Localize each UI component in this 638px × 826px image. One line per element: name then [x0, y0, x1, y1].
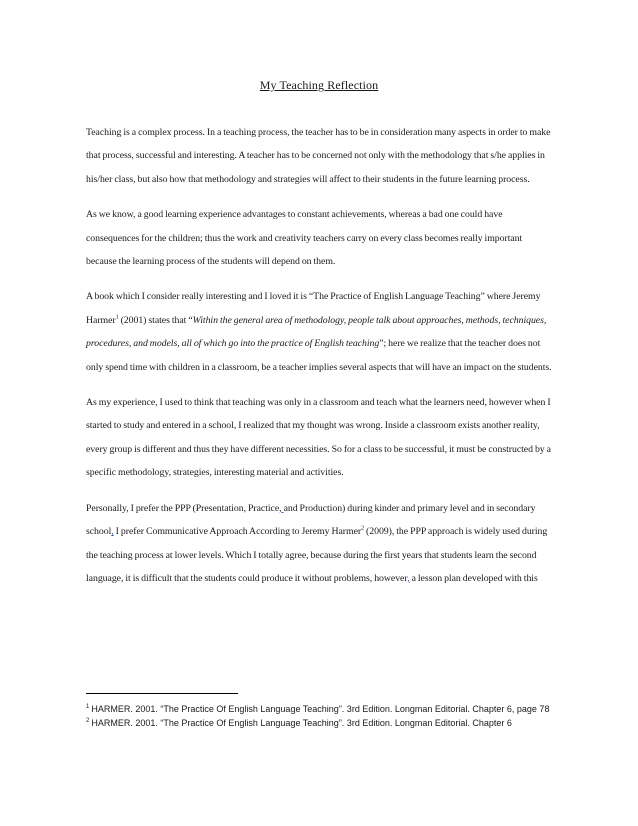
harmer-quote: Within the general area of methodology, people talk about approaches, methods, techniques, procedures, and models, all of which go into the practice of English teaching: [86, 314, 547, 350]
paragraph-3-text-a: A book which I consider really interesting and I loved it is “The Practice of English Language Teaching” where Jeremy Harmer: [86, 291, 541, 326]
footnote-text-2: HARMER. 2001. “The Practice Of English Language Teaching”. 3rd Edition. Longman Editorial. Chapter 6: [91, 718, 512, 728]
footnote-separator: [86, 693, 238, 694]
footnote-reference-2[interactable]: 2: [361, 525, 365, 532]
footnote-number-1: 1: [86, 704, 90, 710]
paragraph-5-text-a: Personally, I prefer the PPP (Presentation, Practice,: [86, 502, 282, 514]
paragraph-3: [86, 285, 552, 379]
footnote-reference-1[interactable]: 1: [115, 314, 119, 321]
paragraph-5-text-d: (2009), the PPP approach is widely used during the teaching process at lower levels. Which I totally agree, because during the first years that students learn the second language, it is difficult that the students could produce it without problems, however: [86, 526, 548, 584]
inline-link-3[interactable]: ,: [407, 572, 410, 584]
footnote-text-1: HARMER. 2001. “The Practice Of English Language Teaching”. 3rd Edition. Longman Editorial. Chapter 6, page 78: [91, 704, 550, 714]
footnotes-section: [86, 693, 552, 731]
paragraph-3-text-b: (2001) states that “: [118, 314, 193, 326]
paragraph-4: As my experience, I used to think that teaching was only in a classroom and teach what the learners need, however when I started to study and entered in a school, I realized that my thought was wrong. Inside a classroom exists another reality, every group is different and thus they have different necessities. So for a class to be successful, it must be constructed by a specific methodology, strategies, interesting material and activities.: [86, 397, 551, 479]
document-body: [86, 121, 552, 590]
paragraph-5-text-b: and Production) during kinder and primary level and in secondary school: [86, 502, 536, 538]
footnote-number-2: 2: [86, 718, 90, 724]
paragraph-5: [86, 497, 552, 591]
paragraph-5-text-e: a lesson plan developed with this: [409, 572, 538, 584]
paragraph-2: As we know, a good learning experience advantages to constant achievements, whereas a bad one could have consequences for the children; thus the work and creativity teachers carry on every class becomes really important because the learning process of the students will depend on them.: [86, 209, 523, 268]
footnote-2: [86, 717, 552, 730]
paragraph-5-text-c: I prefer Communicative Approach According to Jeremy Harmer: [113, 526, 362, 538]
page-title: My Teaching Reflection: [259, 78, 379, 92]
footnote-1: [86, 703, 552, 716]
paragraph-3-text-c: ”; here we realize that the teacher does not only spend time with children in a classroom, be a teacher implies several aspects that will have an impact on the students.: [86, 338, 552, 373]
paragraph-1: Teaching is a complex process. In a teaching process, the teacher has to be in consideration many aspects in order to make that process, successful and interesting. A teacher has to be concerned not only with the methodology that s/he applies in his/her class, but also how that methodology and strategies will affect to their students in the future learning process.: [86, 127, 551, 185]
inline-link-2[interactable]: ,: [111, 526, 114, 538]
